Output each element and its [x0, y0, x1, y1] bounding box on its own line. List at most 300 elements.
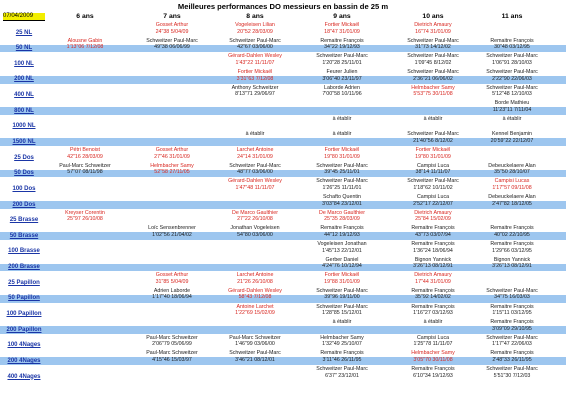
record-cell — [486, 53, 538, 66]
record-cell — [229, 350, 281, 363]
record-time-date: 5'51"30 7/12/03 — [493, 372, 531, 379]
swimmer-name: Schweitzer Paul-Marc — [316, 178, 368, 185]
record-cell — [154, 147, 190, 160]
swimmer-name: Helmbacher Samy — [150, 162, 194, 169]
record-time-date: 2'36"21 06/06/02 — [413, 75, 453, 82]
swimmer-name: De Marco Gaulthier — [232, 209, 278, 216]
page-title: Meilleures performances DO messieurs en bassin de 25 m — [177, 2, 389, 11]
record-time-date: 21'40"56 8/12/02 — [413, 138, 453, 145]
record-cell — [414, 22, 451, 35]
swimmer-name: Borde Mathieu — [494, 100, 530, 107]
event-label[interactable]: 1500 NL — [12, 138, 36, 145]
record-cell — [317, 241, 366, 254]
record-cell — [490, 38, 533, 51]
record-cell — [67, 147, 103, 160]
record-time-date: 20'59"22 22/12/07 — [490, 138, 534, 145]
record-cell — [65, 210, 105, 223]
record-time-date: 31"73 14/12/02 — [415, 44, 451, 51]
record-cell — [322, 85, 361, 98]
record-cell — [316, 53, 368, 66]
swimmer-name: Feurer Julien — [326, 68, 358, 75]
record-time-date: 2'06"79 05/06/99 — [152, 341, 192, 348]
record-cell — [407, 69, 459, 82]
record-row — [0, 115, 566, 131]
row-band — [0, 357, 566, 365]
event-label[interactable]: 400 4Nages — [7, 373, 41, 380]
event-label[interactable]: 200 Papillon — [6, 326, 42, 333]
record-time-date: 1'06"91 28/10/03 — [492, 59, 532, 66]
age-header: 7 ans — [163, 13, 181, 20]
record-cell — [228, 288, 282, 301]
record-time-date: 34"22 19/12/93 — [324, 44, 360, 51]
record-cell — [232, 85, 279, 98]
event-label[interactable]: 200 4Nages — [7, 357, 41, 364]
swimmer-name: Fortier Mickaël — [324, 147, 360, 154]
swimmer-name: Bignon Yannick — [493, 256, 531, 263]
record-cell — [324, 147, 360, 160]
record-cell — [411, 225, 454, 238]
swimmer-name: Adrien Laborde — [153, 287, 191, 294]
event-label[interactable]: 200 NL — [14, 76, 34, 83]
swimmer-name: Helmbacher Samy — [320, 334, 364, 341]
swimmer-name: Schweitzer Paul-Marc — [407, 178, 459, 185]
swimmer-name: Loïc Sensenbrenner — [148, 225, 196, 232]
record-cell — [316, 178, 368, 191]
record-cell — [237, 69, 274, 82]
record-time-date: 3'09"09 29/10/95 — [492, 325, 532, 332]
record-time-date: 11'23"11 7/11/04 — [492, 106, 532, 113]
record-cell — [320, 225, 363, 238]
swimmer-name: Schweitzer Paul-Marc — [229, 37, 281, 44]
swimmer-name: Remaitre François — [490, 37, 534, 44]
event-label[interactable]: 200 Brasse — [8, 264, 40, 271]
record-time-date: 39"45 25/11/01 — [324, 169, 360, 176]
record-time-date: 3'46"21 08/12/01 — [235, 357, 275, 364]
record-cell — [146, 350, 198, 363]
record-cell — [324, 272, 360, 285]
records-table — [0, 21, 566, 381]
record-cell — [424, 319, 443, 326]
record-time-date: 24"38 5/04/09 — [155, 28, 189, 35]
swimmer-name: Remaitre François — [320, 37, 364, 44]
record-time-date: 7'00"58 10/11/96 — [322, 91, 362, 98]
record-time-date: 2'48"33 26/11/95 — [492, 357, 532, 364]
record-cell — [333, 319, 352, 326]
record-cell — [503, 116, 522, 123]
swimmer-name: Schweitzer Paul-Marc — [407, 37, 459, 44]
record-row — [0, 162, 566, 178]
swimmer-name: Bignon Yannick — [414, 256, 452, 263]
record-cell — [424, 116, 443, 123]
record-cell — [319, 210, 365, 223]
record-time-date: 24"14 31/01/09 — [237, 153, 273, 160]
record-cell — [333, 116, 352, 123]
record-time-date: 42"16 28/03/09 — [67, 153, 103, 160]
record-cell — [246, 131, 265, 138]
record-cell — [59, 163, 111, 176]
event-label[interactable]: 25 Dos — [14, 154, 34, 161]
swimmer-name: Debeuckelaere Alan — [488, 194, 536, 201]
record-cell — [407, 131, 459, 144]
swimmer-name: Gérard-Dahlen Wesley — [228, 178, 282, 185]
swimmer-name: Dietrich Amaury — [414, 272, 452, 279]
record-cell — [490, 319, 533, 332]
swimmer-name: à établir — [245, 131, 265, 138]
record-time-date: 25"97 26/10/08 — [67, 216, 103, 223]
record-time-date: 4'15"46 15/03/97 — [152, 357, 192, 364]
record-time-date: 2'47"82 18/12/05 — [492, 200, 532, 207]
event-label[interactable]: 50 Dos — [14, 170, 34, 177]
swimmer-name: Kreyser Corentin — [65, 209, 105, 216]
record-time-date: 35"92 14/02/02 — [415, 294, 451, 301]
swimmer-name: Pétri Benoist — [69, 147, 101, 154]
swimmer-name: Gerber Daniel — [325, 256, 359, 263]
record-time-date: 39"96 19/11/00 — [324, 294, 360, 301]
swimmer-name: Helmbacher Samy — [411, 84, 455, 91]
record-time-date: 4'24"76 10/12/94 — [322, 263, 362, 270]
record-cell — [228, 178, 282, 191]
event-label[interactable]: 800 NL — [14, 107, 34, 114]
record-row — [0, 318, 566, 334]
record-cell — [416, 163, 451, 176]
swimmer-name: Fortier Mickaël — [415, 147, 451, 154]
record-cell — [322, 257, 362, 270]
age-header: 10 ans — [422, 13, 444, 20]
record-cell — [414, 335, 453, 348]
record-time-date: 8'13"71 29/06/97 — [235, 91, 275, 98]
record-time-date: 1'46"99 03/06/00 — [235, 341, 275, 348]
record-cell — [156, 272, 189, 285]
record-cell — [486, 288, 538, 301]
swimmer-name: Dietrich Amaury — [414, 209, 452, 216]
record-row — [0, 68, 566, 84]
swimmer-name: Remaitre François — [490, 350, 534, 357]
record-cell — [411, 350, 455, 363]
age-header: 6 ans — [76, 13, 94, 20]
record-cell — [322, 194, 362, 207]
event-label[interactable]: 50 Papillon — [8, 295, 40, 302]
record-cell — [316, 366, 368, 379]
record-time-date: 1'09"45 8/12/02 — [414, 59, 452, 66]
record-time-date: 1'29"66 03/12/95 — [492, 247, 532, 254]
row-band — [0, 138, 566, 146]
record-cell — [490, 225, 533, 238]
event-label[interactable]: 100 Dos — [12, 185, 36, 192]
record-cell — [486, 335, 538, 348]
record-cell — [228, 53, 282, 66]
record-time-date: 3'31"63 7/12/08 — [236, 75, 274, 82]
record-cell — [411, 85, 455, 98]
swimmer-name: Paul-Marc Schweitzer — [229, 334, 281, 341]
swimmer-name: Laborde Adrien — [324, 84, 360, 91]
record-cell — [230, 225, 279, 238]
record-time-date: 49"38 06/06/99 — [154, 44, 190, 51]
record-time-date: 6'37" 23/12/01 — [325, 372, 359, 379]
record-cell — [407, 38, 459, 51]
record-time-date: 42"67 03/06/00 — [237, 44, 273, 51]
record-time-date: 1'02"56 21/04/02 — [152, 231, 192, 238]
record-row — [0, 130, 566, 146]
event-label[interactable]: 100 4Nages — [7, 342, 41, 349]
swimmer-name: Remaitre François — [320, 225, 364, 232]
record-cell — [407, 53, 459, 66]
event-label[interactable]: 200 Dos — [12, 201, 36, 208]
event-label[interactable]: 100 NL — [14, 60, 34, 67]
swimmer-name: Fortier Mickaël — [324, 22, 360, 28]
record-row — [0, 84, 566, 100]
record-row — [0, 287, 566, 303]
event-label[interactable]: 50 NL — [15, 45, 33, 52]
record-time-date: 44"12 19/12/93 — [324, 231, 360, 238]
record-cell — [333, 131, 352, 138]
record-time-date: 30"48 03/12/95 — [494, 44, 530, 51]
record-cell — [237, 272, 274, 285]
swimmer-name: Schweitzer Paul-Marc — [316, 366, 368, 373]
record-time-date: 1'26"25 11/11/01 — [322, 185, 362, 191]
record-cell — [488, 163, 535, 176]
swimmer-name: Fortier Mickaël — [237, 68, 273, 75]
record-cell — [490, 304, 533, 317]
event-label[interactable]: 400 NL — [14, 92, 34, 99]
swimmer-name: Remaitre François — [411, 303, 455, 310]
row-band — [0, 107, 566, 115]
record-cell — [486, 85, 538, 98]
record-cell — [490, 350, 533, 363]
record-time-date: 1'20"28 25/11/01 — [322, 59, 362, 66]
swimmer-name: Remaitre François — [320, 350, 364, 357]
swimmer-name: Remaitre François — [490, 319, 534, 326]
record-time-date: 1'16"27 03/12/93 — [413, 310, 453, 317]
swimmer-name: Schafto Quentin — [323, 194, 361, 201]
swimmer-name: Paul-Marc Schweitzer — [146, 350, 198, 357]
swimmer-name: Gérard-Dahlen Wesley — [228, 287, 282, 294]
age-header: 9 ans — [333, 13, 351, 20]
event-label[interactable]: 100 Papillon — [6, 311, 42, 318]
record-cell — [490, 241, 533, 254]
record-time-date: 1'28"85 15/12/01 — [322, 310, 362, 317]
record-time-date: 1'17"47 22/06/03 — [492, 341, 532, 348]
record-cell — [156, 22, 189, 35]
swimmer-name: Schweitzer Paul-Marc — [316, 162, 368, 169]
swimmer-name: Vogeleisen Jonathan — [317, 240, 367, 247]
swimmer-name: Schweitzer Paul-Marc — [486, 68, 538, 75]
swimmer-name: Remaitre François — [490, 225, 534, 232]
record-cell — [486, 366, 538, 379]
swimmer-name: à établir — [423, 115, 443, 122]
swimmer-name: Remaitre François — [490, 303, 534, 310]
date-cell: 07/04/2009 — [3, 13, 45, 21]
record-cell — [324, 22, 360, 35]
record-cell — [67, 38, 104, 51]
record-cell — [415, 147, 451, 160]
record-time-date: 1'45"13 22/12/01 — [322, 247, 362, 254]
record-time-date: 3'03"84 23/12/01 — [322, 200, 362, 207]
row-band — [0, 264, 566, 272]
record-cell — [414, 272, 451, 285]
record-cell — [492, 178, 531, 191]
record-time-date: 1'18"62 10/11/02 — [413, 185, 453, 191]
swimmer-name: Remaitre François — [411, 240, 455, 247]
record-row — [0, 256, 566, 272]
swimmer-name: Schweitzer Paul-Marc — [229, 350, 281, 357]
record-cell — [320, 335, 364, 348]
age-header-row — [0, 13, 566, 21]
swimmer-name: Schweitzer Paul-Marc — [316, 287, 368, 294]
record-row — [0, 365, 566, 381]
record-cell — [316, 163, 368, 176]
swimmer-name: Paul-Marc Schweitzer — [59, 162, 111, 169]
record-time-date: 1'17"57 09/11/08 — [492, 185, 532, 191]
row-band — [0, 232, 566, 240]
swimmer-name: Dietrich Amaury — [414, 22, 452, 28]
record-cell — [320, 38, 363, 51]
record-time-date: 40"02 22/10/95 — [494, 231, 530, 238]
record-cell — [488, 194, 535, 207]
record-time-date: 3'05"70 30/11/08 — [413, 357, 453, 364]
record-cell — [491, 131, 534, 144]
record-row — [0, 37, 566, 53]
record-time-date: 16"74 31/01/09 — [415, 28, 451, 35]
record-cell — [407, 178, 459, 191]
event-label[interactable]: 25 NL — [15, 29, 33, 36]
swimmer-name: Antoine Larchet — [236, 303, 274, 310]
record-cell — [411, 366, 454, 379]
record-time-date: 3'26"13 08/12/91 — [492, 263, 532, 270]
record-row — [0, 240, 566, 256]
record-time-date: 19"88 31/01/09 — [324, 278, 360, 285]
record-cell — [146, 335, 198, 348]
record-row — [0, 349, 566, 365]
swimmer-name: à établir — [502, 115, 522, 122]
record-row — [0, 99, 566, 115]
swimmer-name: Schweitzer Paul-Marc — [407, 68, 459, 75]
swimmer-name: Anthony Schweitzer — [231, 84, 279, 91]
record-cell — [413, 194, 453, 207]
record-time-date: 31"85 5/04/09 — [155, 278, 189, 285]
record-time-date: 38"14 11/11/07 — [415, 169, 451, 176]
record-row — [0, 21, 566, 37]
record-row — [0, 193, 566, 209]
record-cell — [411, 241, 454, 254]
swimmer-name: Schweitzer Paul-Marc — [407, 131, 459, 138]
record-time-date: 58"43 7/12/08 — [238, 294, 272, 301]
swimmer-name: Schweitzer Paul-Marc — [486, 334, 538, 341]
record-time-date: 35"50 28/10/07 — [494, 169, 530, 176]
record-cell — [414, 210, 451, 223]
record-time-date: 1'25"78 11/11/07 — [413, 341, 453, 348]
record-time-date: 1'13"06 7/12/08 — [66, 44, 104, 51]
event-label[interactable]: 25 Papillon — [8, 279, 40, 286]
record-time-date: 3'11"46 26/11/95 — [322, 357, 362, 364]
row-band — [0, 326, 566, 334]
record-time-date: 3'06"40 23/11/97 — [322, 75, 362, 82]
record-row — [0, 177, 566, 193]
record-time-date: 25"35 28/03/09 — [324, 216, 360, 223]
swimmer-name: Remaitre François — [411, 225, 455, 232]
swimmer-name: Fortier Mickaël — [324, 272, 360, 279]
swimmer-name: Vogeleisen Lilian — [235, 22, 275, 28]
record-cell — [320, 350, 363, 363]
swimmer-name: Campisi Luca — [416, 194, 450, 201]
swimmer-name: Gosset Arthur — [155, 22, 189, 28]
swimmer-name: Schweitzer Paul-Marc — [146, 37, 198, 44]
swimmer-name: Debeuckelaere Alan — [488, 162, 536, 169]
record-cell — [152, 288, 192, 301]
age-header: 8 ans — [246, 13, 264, 20]
record-time-date: 1'17"40 18/06/94 — [152, 294, 192, 301]
swimmer-name: Schweitzer Paul-Marc — [316, 53, 368, 60]
record-cell — [232, 210, 278, 223]
record-cell — [411, 288, 454, 301]
swimmer-name: à établir — [332, 131, 352, 138]
record-time-date: 21"26 26/10/08 — [237, 278, 273, 285]
swimmer-name: à établir — [332, 115, 352, 122]
record-time-date: 48"77 03/06/00 — [237, 169, 273, 176]
swimmer-name: Schweitzer Paul-Marc — [229, 162, 281, 169]
swimmer-name: Gosset Arthur — [155, 147, 189, 154]
swimmer-name: à établir — [332, 319, 352, 326]
record-cell — [316, 288, 368, 301]
event-label[interactable]: 50 Brasse — [9, 232, 39, 239]
record-cell — [411, 304, 454, 317]
swimmer-name: Helmbacher Samy — [411, 350, 455, 357]
swimmer-name: Jonathan Vogeleisen — [230, 225, 280, 232]
swimmer-name: Campisi Luca — [416, 334, 450, 341]
record-row — [0, 334, 566, 350]
record-time-date: 20"52 28/03/09 — [237, 28, 273, 35]
event-label[interactable]: 100 Brasse — [8, 248, 40, 255]
record-time-date: 1'22"69 15/02/09 — [235, 310, 275, 317]
swimmer-name: Remaitre François — [490, 240, 534, 247]
record-cell — [229, 163, 281, 176]
record-time-date: 5'12"48 12/10/03 — [492, 91, 532, 98]
swimmer-name: Gosset Arthur — [155, 272, 189, 279]
record-time-date: 1'15"11 03/12/95 — [492, 310, 532, 317]
record-cell — [316, 304, 368, 317]
record-time-date: 18"47 31/01/09 — [324, 28, 360, 35]
record-time-date: 1'36"24 18/06/94 — [413, 247, 453, 254]
record-time-date: 1'32"49 25/10/07 — [322, 341, 362, 348]
record-time-date: 2'52"17 22/12/07 — [413, 200, 453, 207]
record-row — [0, 224, 566, 240]
record-cell — [150, 163, 194, 176]
record-row — [0, 303, 566, 319]
event-label[interactable]: 25 Brasse — [9, 217, 39, 224]
swimmer-name: à établir — [423, 319, 443, 326]
record-cell — [148, 225, 196, 238]
event-label[interactable]: 1000 NL — [12, 123, 36, 130]
record-time-date: 43"73 03/07/94 — [415, 231, 451, 238]
swimmer-name: Alousne Gabin — [67, 37, 103, 44]
record-time-date: 54"80 03/06/00 — [237, 231, 273, 238]
record-row — [0, 271, 566, 287]
swimmer-name: De Marco Gaulthier — [319, 209, 365, 216]
record-cell — [235, 22, 275, 35]
record-time-date: 57"07 08/11/98 — [67, 169, 103, 176]
swimmer-name: Schweitzer Paul-Marc — [407, 53, 459, 60]
record-time-date: 5'53"75 30/11/08 — [413, 91, 453, 98]
row-band — [0, 295, 566, 303]
record-time-date: 34"75 16/03/03 — [494, 294, 530, 301]
record-cell — [322, 69, 361, 82]
record-row — [0, 52, 566, 68]
record-time-date: 1'43"22 11/11/07 — [235, 59, 275, 66]
swimmer-name: Campisi Luca — [416, 162, 450, 169]
swimmer-name: Remaitre François — [411, 366, 455, 373]
swimmer-name: Schweitzer Paul-Marc — [486, 366, 538, 373]
record-cell — [229, 38, 281, 51]
swimmer-name: Kennel Benjamin — [491, 131, 533, 138]
